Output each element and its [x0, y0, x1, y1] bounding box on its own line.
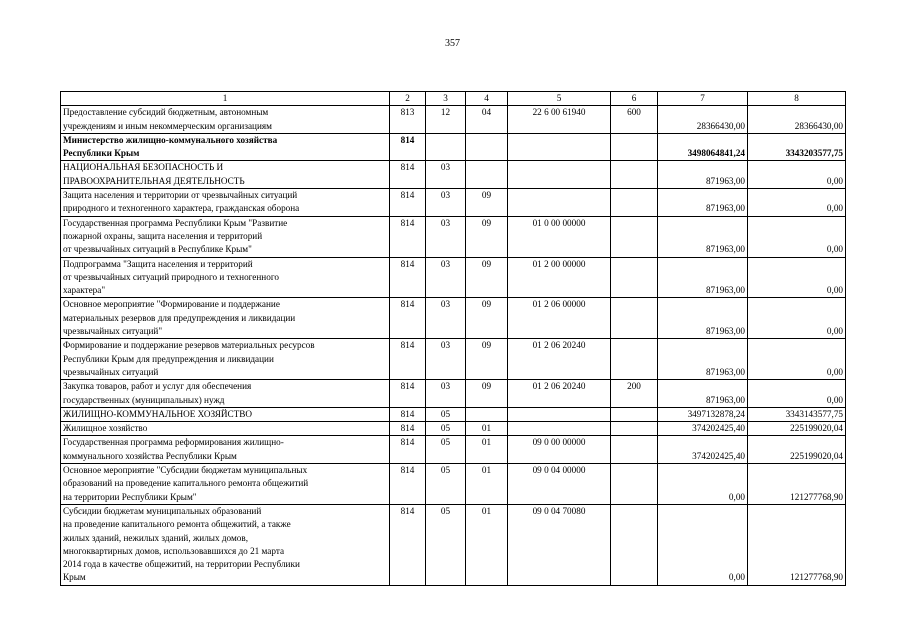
- amount-year1-cell: 0,00: [658, 504, 748, 585]
- subsection-code-cell: 01: [466, 504, 508, 585]
- expense-type-cell: [611, 422, 658, 436]
- row-name-cell: Министерство жилищно-коммунального хозяйства Республики Крым: [61, 133, 390, 161]
- table-row: [61, 106, 846, 134]
- column-header: 5: [508, 92, 611, 106]
- amount-year2-cell: 0,00: [748, 380, 846, 408]
- subsection-code-cell: 09: [466, 216, 508, 257]
- amount-year2-cell: 0,00: [748, 161, 846, 189]
- amount-year1-cell: 871963,00: [658, 298, 748, 339]
- section-code-cell: 05: [426, 464, 466, 505]
- subsection-code-cell: 09: [466, 257, 508, 298]
- amount-year2-cell: 3343143577,75: [748, 407, 846, 421]
- expense-type-cell: [611, 298, 658, 339]
- amount-year2-cell: 0,00: [748, 216, 846, 257]
- expense-type-cell: [611, 436, 658, 464]
- subsection-code-cell: 09: [466, 339, 508, 380]
- row-name-cell: Защита населения и территории от чрезвычайных ситуаций природного и техногенного характера, гражданская оборона: [61, 189, 390, 217]
- target-article-cell: 09 0 04 00000: [508, 464, 611, 505]
- section-code-cell: 05: [426, 407, 466, 421]
- expense-type-cell: [611, 133, 658, 161]
- ministry-code-cell: 814: [390, 161, 426, 189]
- section-code-cell: 05: [426, 504, 466, 585]
- subsection-code-cell: 01: [466, 464, 508, 505]
- subsection-code-cell: [466, 407, 508, 421]
- expense-type-cell: [611, 189, 658, 217]
- expense-type-cell: [611, 504, 658, 585]
- subsection-code-cell: 09: [466, 380, 508, 408]
- ministry-code-cell: 814: [390, 504, 426, 585]
- target-article-cell: [508, 407, 611, 421]
- amount-year2-cell: 121277768,90: [748, 504, 846, 585]
- target-article-cell: [508, 422, 611, 436]
- section-code-cell: 03: [426, 380, 466, 408]
- target-article-cell: [508, 133, 611, 161]
- expense-type-cell: 200: [611, 380, 658, 408]
- subsection-code-cell: 09: [466, 189, 508, 217]
- section-code-cell: 03: [426, 339, 466, 380]
- amount-year2-cell: 3343203577,75: [748, 133, 846, 161]
- row-name-cell: Жилищное хозяйство: [61, 422, 390, 436]
- expense-type-cell: [611, 407, 658, 421]
- row-name-cell: Основное мероприятие "Субсидии бюджетам муниципальных образований на проведение капитального ремонта общежитий на территории Республики Крым": [61, 464, 390, 505]
- amount-year1-cell: 871963,00: [658, 339, 748, 380]
- target-article-cell: 01 2 06 00000: [508, 298, 611, 339]
- column-header: 7: [658, 92, 748, 106]
- amount-year2-cell: 0,00: [748, 189, 846, 217]
- subsection-code-cell: [466, 161, 508, 189]
- row-name-cell: Основное мероприятие "Формирование и поддержание материальных резервов для предупреждения и ликвидации чрезвычайных ситуаций": [61, 298, 390, 339]
- amount-year2-cell: 0,00: [748, 257, 846, 298]
- row-name-cell: Подпрограмма "Защита населения и территорий от чрезвычайных ситуаций природного и техногенного характера": [61, 257, 390, 298]
- target-article-cell: [508, 189, 611, 217]
- amount-year1-cell: 0,00: [658, 464, 748, 505]
- amount-year1-cell: 871963,00: [658, 161, 748, 189]
- column-header: 2: [390, 92, 426, 106]
- page-number: 357: [445, 38, 460, 49]
- amount-year2-cell: 0,00: [748, 298, 846, 339]
- ministry-code-cell: 814: [390, 464, 426, 505]
- section-code-cell: 03: [426, 257, 466, 298]
- amount-year1-cell: 871963,00: [658, 216, 748, 257]
- column-header: 1: [61, 92, 390, 106]
- amount-year1-cell: 871963,00: [658, 257, 748, 298]
- row-name-cell: НАЦИОНАЛЬНАЯ БЕЗОПАСНОСТЬ И ПРАВООХРАНИТЕЛЬНАЯ ДЕЯТЕЛЬНОСТЬ: [61, 161, 390, 189]
- ministry-code-cell: 814: [390, 422, 426, 436]
- section-code-cell: 05: [426, 436, 466, 464]
- table-row: [61, 339, 846, 380]
- target-article-cell: 01 2 06 20240: [508, 339, 611, 380]
- ministry-code-cell: 814: [390, 380, 426, 408]
- table-row: [61, 407, 846, 421]
- target-article-cell: 01 2 00 00000: [508, 257, 611, 298]
- target-article-cell: 01 0 00 00000: [508, 216, 611, 257]
- ministry-code-cell: 814: [390, 257, 426, 298]
- section-code-cell: 03: [426, 189, 466, 217]
- table-row: [61, 189, 846, 217]
- ministry-code-cell: 814: [390, 216, 426, 257]
- amount-year1-cell: 374202425,40: [658, 436, 748, 464]
- section-code-cell: 03: [426, 298, 466, 339]
- subsection-code-cell: 04: [466, 106, 508, 134]
- row-name-cell: Субсидии бюджетам муниципальных образований на проведение капитального ремонта общежитий, а также жилых зданий, нежилых зданий, жилых домов, многоквартирных домов, использовавшихся до 21 марта 2014 года в качестве общежитий, на территории Республики Крым: [61, 504, 390, 585]
- column-header: 4: [466, 92, 508, 106]
- row-name-cell: Формирование и поддержание резервов материальных ресурсов Республики Крым для предупреждения и ликвидации чрезвычайных ситуаций: [61, 339, 390, 380]
- table-row: [61, 257, 846, 298]
- column-header: 8: [748, 92, 846, 106]
- expense-type-cell: [611, 464, 658, 505]
- table-row: [61, 380, 846, 408]
- row-name-cell: Государственная программа Республики Крым "Развитие пожарной охраны, защита населения и территорий от чрезвычайных ситуаций в Республике Крым": [61, 216, 390, 257]
- subsection-code-cell: 09: [466, 298, 508, 339]
- section-code-cell: 03: [426, 216, 466, 257]
- target-article-cell: 09 0 00 00000: [508, 436, 611, 464]
- table-row: [61, 504, 846, 585]
- expense-type-cell: [611, 161, 658, 189]
- expense-type-cell: [611, 339, 658, 380]
- amount-year2-cell: 225199020,04: [748, 436, 846, 464]
- amount-year2-cell: 225199020,04: [748, 422, 846, 436]
- subsection-code-cell: 01: [466, 422, 508, 436]
- target-article-cell: [508, 161, 611, 189]
- amount-year1-cell: 374202425,40: [658, 422, 748, 436]
- section-code-cell: 05: [426, 422, 466, 436]
- row-name-cell: Предоставление субсидий бюджетным, автономным учреждениям и иным некоммерческим организациям: [61, 106, 390, 134]
- table-row: [61, 161, 846, 189]
- amount-year2-cell: 121277768,90: [748, 464, 846, 505]
- ministry-code-cell: 814: [390, 436, 426, 464]
- ministry-code-cell: 814: [390, 133, 426, 161]
- ministry-code-cell: 814: [390, 339, 426, 380]
- amount-year1-cell: 3498064841,24: [658, 133, 748, 161]
- column-header: 6: [611, 92, 658, 106]
- table-row: [61, 422, 846, 436]
- amount-year1-cell: 28366430,00: [658, 106, 748, 134]
- amount-year2-cell: 28366430,00: [748, 106, 846, 134]
- header-row: [61, 92, 846, 106]
- amount-year1-cell: 871963,00: [658, 189, 748, 217]
- table-row: [61, 133, 846, 161]
- ministry-code-cell: 813: [390, 106, 426, 134]
- table-row: [61, 464, 846, 505]
- budget-table: [60, 91, 846, 586]
- section-code-cell: 12: [426, 106, 466, 134]
- target-article-cell: 22 6 00 61940: [508, 106, 611, 134]
- section-code-cell: [426, 133, 466, 161]
- row-name-cell: Закупка товаров, работ и услуг для обеспечения государственных (муниципальных) нужд: [61, 380, 390, 408]
- expense-type-cell: [611, 257, 658, 298]
- row-name-cell: Государственная программа реформирования жилищно- коммунального хозяйства Республики Крым: [61, 436, 390, 464]
- target-article-cell: 01 2 06 20240: [508, 380, 611, 408]
- table-row: [61, 436, 846, 464]
- subsection-code-cell: 01: [466, 436, 508, 464]
- target-article-cell: 09 0 04 70080: [508, 504, 611, 585]
- row-name-cell: ЖИЛИЩНО-КОММУНАЛЬНОЕ ХОЗЯЙСТВО: [61, 407, 390, 421]
- ministry-code-cell: 814: [390, 407, 426, 421]
- amount-year1-cell: 3497132878,24: [658, 407, 748, 421]
- amount-year2-cell: 0,00: [748, 339, 846, 380]
- section-code-cell: 03: [426, 161, 466, 189]
- table-row: [61, 298, 846, 339]
- amount-year1-cell: 871963,00: [658, 380, 748, 408]
- ministry-code-cell: 814: [390, 189, 426, 217]
- table-row: [61, 216, 846, 257]
- ministry-code-cell: 814: [390, 298, 426, 339]
- expense-type-cell: 600: [611, 106, 658, 134]
- column-header: 3: [426, 92, 466, 106]
- subsection-code-cell: [466, 133, 508, 161]
- expense-type-cell: [611, 216, 658, 257]
